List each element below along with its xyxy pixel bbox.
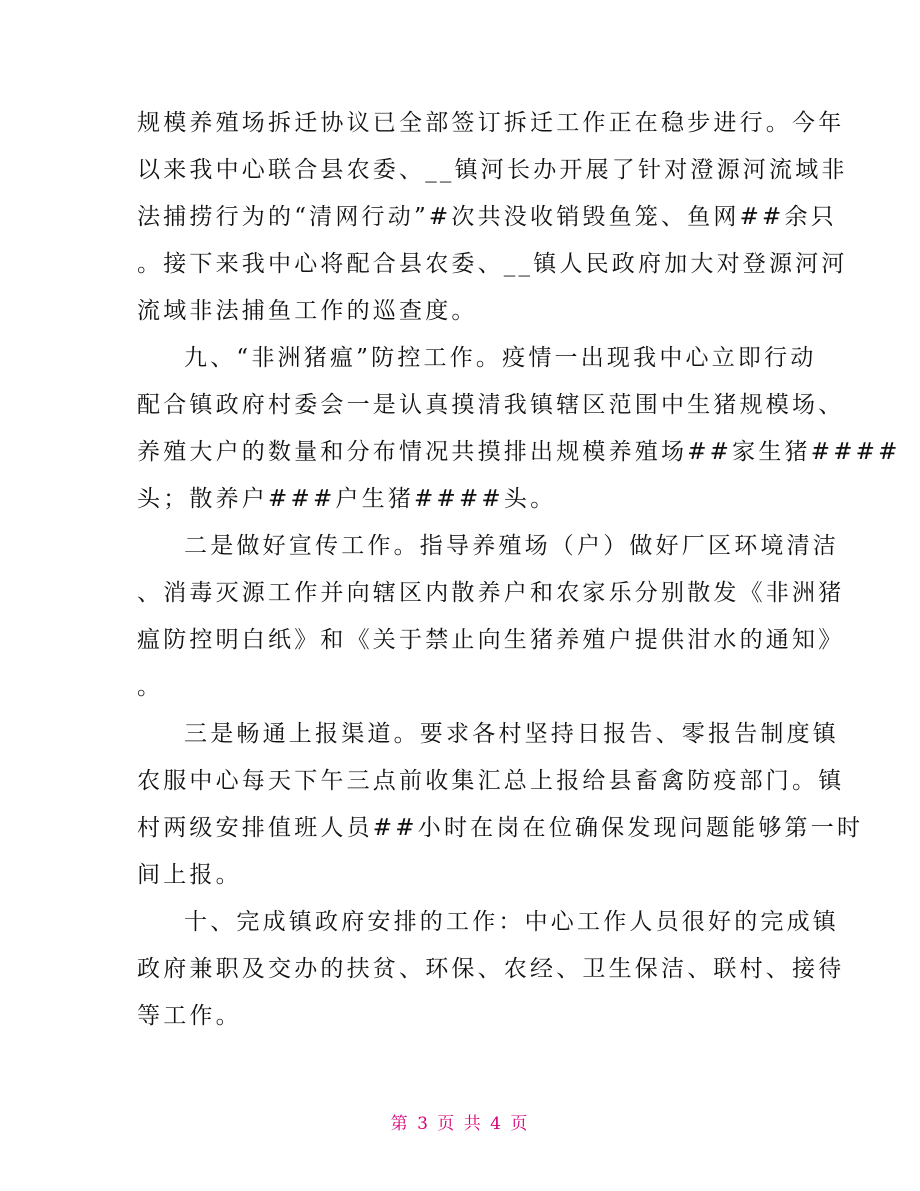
text-line: 规模养殖场拆迁协议已全部签订拆迁工作正在稳步进行。今年 bbox=[137, 110, 845, 136]
text-line: 配合镇政府村委会一是认真摸清我镇辖区范围中生猪规模场、 bbox=[137, 392, 845, 418]
text-line: 流域非法捕鱼工作的巡查度。 bbox=[137, 298, 478, 324]
text-line: 十、完成镇政府安排的工作：中心工作人员很好的完成镇 bbox=[184, 909, 839, 935]
text-line: 农服中心每天下午三点前收集汇总上报给县畜禽防疫部门。镇 bbox=[137, 768, 845, 794]
text-line: 三是畅通上报渠道。要求各村坚持日报告、零报告制度镇 bbox=[184, 721, 839, 747]
text-line: 瘟防控明白纸》和《关于禁止向生猪养殖户提供泔水的通知》 bbox=[137, 627, 845, 653]
text-line: 间上报。 bbox=[137, 862, 242, 888]
text-line: 养殖大户的数量和分布情况共摸排出规模养殖场##家生猪#### bbox=[137, 439, 901, 465]
text-line: 头；散养户###户生猪####头。 bbox=[137, 486, 557, 512]
text-line: 以来我中心联合县农委、__镇河长办开展了针对澄源河流域非 bbox=[137, 157, 848, 183]
text-line: 。 bbox=[137, 674, 164, 700]
text-line: 等工作。 bbox=[137, 1003, 242, 1029]
text-line: 九、“非洲猪瘟”防控工作。疫情一出现我中心立即行动 bbox=[184, 345, 817, 371]
text-line: 、消毒灭源工作并向辖区内散养户和农家乐分别散发《非洲猪 bbox=[137, 580, 845, 606]
text-line: 法捕捞行为的“清网行动”#次共没收销毁鱼笼、鱼网##余只 bbox=[137, 204, 837, 230]
text-line: 村两级安排值班人员##小时在岗在位确保发现问题能够第一时 bbox=[137, 815, 864, 841]
text-line: 政府兼职及交办的扶贫、环保、农经、卫生保洁、联村、接待 bbox=[137, 956, 845, 982]
text-line: 二是做好宣传工作。指导养殖场（户）做好厂区环境清洁 bbox=[184, 533, 839, 559]
text-line: 。接下来我中心将配合县农委、__镇人民政府加大对登源河河 bbox=[137, 251, 848, 277]
page-number-footer: 第 3 页 共 4 页 bbox=[390, 1114, 530, 1134]
